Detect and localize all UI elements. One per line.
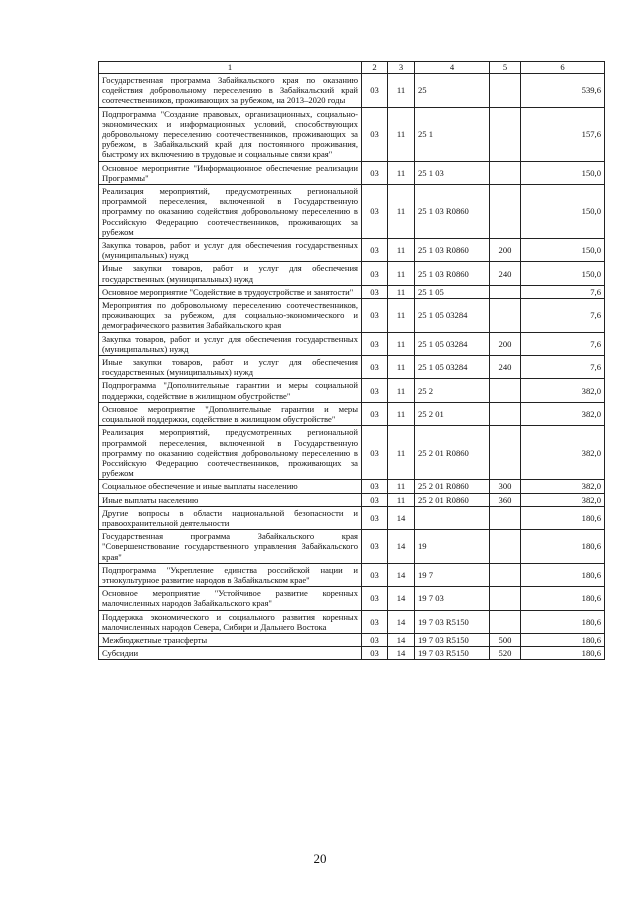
section-code-cell: 03 (362, 402, 388, 425)
target-article-cell: 25 2 01 (415, 402, 490, 425)
section-code-cell: 03 (362, 530, 388, 564)
amount-cell: 150,0 (521, 239, 605, 262)
section-code-cell: 03 (362, 285, 388, 298)
table-row (99, 610, 605, 633)
subsection-code-cell: 11 (388, 426, 415, 480)
target-article-cell: 19 (415, 530, 490, 564)
target-article-cell: 25 2 01 R0860 (415, 480, 490, 493)
table-row (99, 506, 605, 529)
name-cell: Государственная программа Забайкальского края по оказанию содействия добровольному переселению в Забайкальский край соотечественников, проживающих за рубежом, на 2013–2020 годы (99, 74, 362, 108)
name-cell: Реализация мероприятий, предусмотренных региональной программой переселения, включенной в Государственную программу по оказанию содействия добровольному переселению в Российскую Федерацию соотечественников, проживающих за рубежом (99, 185, 362, 239)
table-row (99, 379, 605, 402)
subsection-code-cell: 11 (388, 262, 415, 285)
subsection-code-cell: 14 (388, 633, 415, 646)
target-article-cell: 25 1 03 R0860 (415, 185, 490, 239)
expense-type-cell: 240 (490, 262, 521, 285)
target-article-cell: 25 1 05 (415, 285, 490, 298)
subsection-code-cell: 11 (388, 379, 415, 402)
target-article-cell: 19 7 03 (415, 587, 490, 610)
target-article-cell: 19 7 (415, 563, 490, 586)
amount-cell: 180,6 (521, 587, 605, 610)
section-code-cell: 03 (362, 239, 388, 262)
table-row (99, 426, 605, 480)
expense-type-cell (490, 506, 521, 529)
table-row (99, 299, 605, 333)
subsection-code-cell: 14 (388, 563, 415, 586)
expense-type-cell (490, 610, 521, 633)
section-code-cell: 03 (362, 262, 388, 285)
header-cell: 2 (362, 62, 388, 74)
expense-type-cell (490, 563, 521, 586)
table-row (99, 161, 605, 184)
section-code-cell: 03 (362, 647, 388, 660)
amount-cell: 539,6 (521, 74, 605, 108)
subsection-code-cell: 14 (388, 587, 415, 610)
amount-cell: 150,0 (521, 161, 605, 184)
table-row (99, 480, 605, 493)
amount-cell: 180,6 (521, 647, 605, 660)
subsection-code-cell: 11 (388, 107, 415, 161)
name-cell: Государственная программа Забайкальского края "Совершенствование государственного управления Забайкальского края" (99, 530, 362, 564)
name-cell: Поддержка экономического и социального развития коренных малочисленных народов Севера, Сибири и Дальнего Востока (99, 610, 362, 633)
section-code-cell: 03 (362, 426, 388, 480)
section-code-cell: 03 (362, 480, 388, 493)
subsection-code-cell: 11 (388, 185, 415, 239)
section-code-cell: 03 (362, 74, 388, 108)
target-article-cell: 25 1 (415, 107, 490, 161)
name-cell: Реализация мероприятий, предусмотренных региональной программой переселения, включенной в Государственную программу по оказанию содействия добровольному переселению в Российскую Федерацию соотечественников, проживающих за рубежом (99, 426, 362, 480)
table-row (99, 647, 605, 660)
expense-type-cell (490, 74, 521, 108)
target-article-cell: 25 (415, 74, 490, 108)
name-cell: Основное мероприятие "Устойчивое развитие коренных малочисленных народов Забайкальского края" (99, 587, 362, 610)
table-row (99, 402, 605, 425)
expense-type-cell (490, 587, 521, 610)
name-cell: Мероприятия по добровольному переселению соотечественников, проживающих за рубежом, для социально-экономического и демографического развития Забайкальского края (99, 299, 362, 333)
name-cell: Подпрограмма "Создание правовых, организационных, социально-экономических и информационных условий, способствующих добровольному переселению соотечественников, проживающих за рубежом, в Забайкальский край для постоянного проживания, быстрому их включению в трудовые и социальные связи края" (99, 107, 362, 161)
table-row (99, 530, 605, 564)
section-code-cell: 03 (362, 161, 388, 184)
target-article-cell: 25 2 01 R0860 (415, 493, 490, 506)
expense-type-cell (490, 285, 521, 298)
amount-cell: 150,0 (521, 262, 605, 285)
section-code-cell: 03 (362, 610, 388, 633)
target-article-cell: 19 7 03 R5150 (415, 610, 490, 633)
name-cell: Иные закупки товаров, работ и услуг для обеспечения государственных (муниципальных) нужд (99, 262, 362, 285)
table-row (99, 563, 605, 586)
subsection-code-cell: 11 (388, 480, 415, 493)
table-row (99, 185, 605, 239)
name-cell: Подпрограмма "Дополнительные гарантии и меры социальной поддержки, содействие в жилищном обустройстве" (99, 379, 362, 402)
target-article-cell (415, 506, 490, 529)
subsection-code-cell: 11 (388, 285, 415, 298)
section-code-cell: 03 (362, 185, 388, 239)
subsection-code-cell: 11 (388, 299, 415, 333)
budget-table (98, 61, 605, 660)
amount-cell: 382,0 (521, 426, 605, 480)
name-cell: Субсидии (99, 647, 362, 660)
expense-type-cell (490, 299, 521, 333)
subsection-code-cell: 14 (388, 530, 415, 564)
header-cell: 4 (415, 62, 490, 74)
expense-type-cell (490, 161, 521, 184)
table-row (99, 74, 605, 108)
section-code-cell: 03 (362, 563, 388, 586)
header-cell: 5 (490, 62, 521, 74)
subsection-code-cell: 11 (388, 493, 415, 506)
header-cell: 3 (388, 62, 415, 74)
section-code-cell: 03 (362, 332, 388, 355)
expense-type-cell: 520 (490, 647, 521, 660)
target-article-cell: 25 2 01 R0860 (415, 426, 490, 480)
expense-type-cell: 200 (490, 239, 521, 262)
target-article-cell: 25 1 03 R0860 (415, 262, 490, 285)
table-row (99, 262, 605, 285)
amount-cell: 7,6 (521, 356, 605, 379)
table-row (99, 332, 605, 355)
name-cell: Другие вопросы в области национальной безопасности и правоохранительной деятельности (99, 506, 362, 529)
name-cell: Социальное обеспечение и иные выплаты населению (99, 480, 362, 493)
section-code-cell: 03 (362, 633, 388, 646)
amount-cell: 7,6 (521, 299, 605, 333)
subsection-code-cell: 14 (388, 506, 415, 529)
subsection-code-cell: 11 (388, 402, 415, 425)
subsection-code-cell: 11 (388, 74, 415, 108)
subsection-code-cell: 11 (388, 161, 415, 184)
subsection-code-cell: 14 (388, 610, 415, 633)
expense-type-cell: 200 (490, 332, 521, 355)
section-code-cell: 03 (362, 356, 388, 379)
header-cell: 1 (99, 62, 362, 74)
amount-cell: 382,0 (521, 480, 605, 493)
expense-type-cell (490, 530, 521, 564)
expense-type-cell: 300 (490, 480, 521, 493)
target-article-cell: 25 1 05 03284 (415, 332, 490, 355)
section-code-cell: 03 (362, 299, 388, 333)
name-cell: Закупка товаров, работ и услуг для обеспечения государственных (муниципальных) нужд (99, 332, 362, 355)
section-code-cell: 03 (362, 379, 388, 402)
table-row (99, 493, 605, 506)
amount-cell: 7,6 (521, 285, 605, 298)
target-article-cell: 25 2 (415, 379, 490, 402)
amount-cell: 180,6 (521, 530, 605, 564)
target-article-cell: 19 7 03 R5150 (415, 633, 490, 646)
table-row (99, 239, 605, 262)
amount-cell: 180,6 (521, 506, 605, 529)
target-article-cell: 25 1 05 03284 (415, 356, 490, 379)
table-row (99, 633, 605, 646)
amount-cell: 180,6 (521, 610, 605, 633)
target-article-cell: 25 1 05 03284 (415, 299, 490, 333)
name-cell: Подпрограмма "Укрепление единства российской нации и этнокультурное развитие народов в Забайкальском крае" (99, 563, 362, 586)
expense-type-cell (490, 107, 521, 161)
expense-type-cell: 360 (490, 493, 521, 506)
name-cell: Основное мероприятие "Информационное обеспечение реализации Программы" (99, 161, 362, 184)
name-cell: Основное мероприятие "Содействие в трудоустройстве и занятости" (99, 285, 362, 298)
amount-cell: 382,0 (521, 493, 605, 506)
table-row (99, 285, 605, 298)
section-code-cell: 03 (362, 587, 388, 610)
expense-type-cell (490, 185, 521, 239)
amount-cell: 180,6 (521, 633, 605, 646)
amount-cell: 382,0 (521, 379, 605, 402)
table-row (99, 356, 605, 379)
header-cell: 6 (521, 62, 605, 74)
expense-type-cell (490, 402, 521, 425)
expense-type-cell: 500 (490, 633, 521, 646)
target-article-cell: 25 1 03 (415, 161, 490, 184)
section-code-cell: 03 (362, 107, 388, 161)
budget-table-body (99, 62, 605, 660)
amount-cell: 157,6 (521, 107, 605, 161)
table-row (99, 107, 605, 161)
name-cell: Иные закупки товаров, работ и услуг для обеспечения государственных (муниципальных) нужд (99, 356, 362, 379)
amount-cell: 7,6 (521, 332, 605, 355)
section-code-cell: 03 (362, 493, 388, 506)
subsection-code-cell: 11 (388, 239, 415, 262)
table-row (99, 587, 605, 610)
expense-type-cell (490, 379, 521, 402)
name-cell: Основное мероприятие "Дополнительные гарантии и меры социальной поддержки, содействие в жилищном обустройстве" (99, 402, 362, 425)
page-number: 20 (313, 851, 327, 866)
section-code-cell: 03 (362, 506, 388, 529)
target-article-cell: 25 1 03 R0860 (415, 239, 490, 262)
name-cell: Межбюджетные трансферты (99, 633, 362, 646)
table-header-row (99, 62, 605, 74)
subsection-code-cell: 14 (388, 647, 415, 660)
expense-type-cell: 240 (490, 356, 521, 379)
amount-cell: 150,0 (521, 185, 605, 239)
amount-cell: 382,0 (521, 402, 605, 425)
subsection-code-cell: 11 (388, 332, 415, 355)
name-cell: Иные выплаты населению (99, 493, 362, 506)
amount-cell: 180,6 (521, 563, 605, 586)
name-cell: Закупка товаров, работ и услуг для обеспечения государственных (муниципальных) нужд (99, 239, 362, 262)
target-article-cell: 19 7 03 R5150 (415, 647, 490, 660)
subsection-code-cell: 11 (388, 356, 415, 379)
expense-type-cell (490, 426, 521, 480)
